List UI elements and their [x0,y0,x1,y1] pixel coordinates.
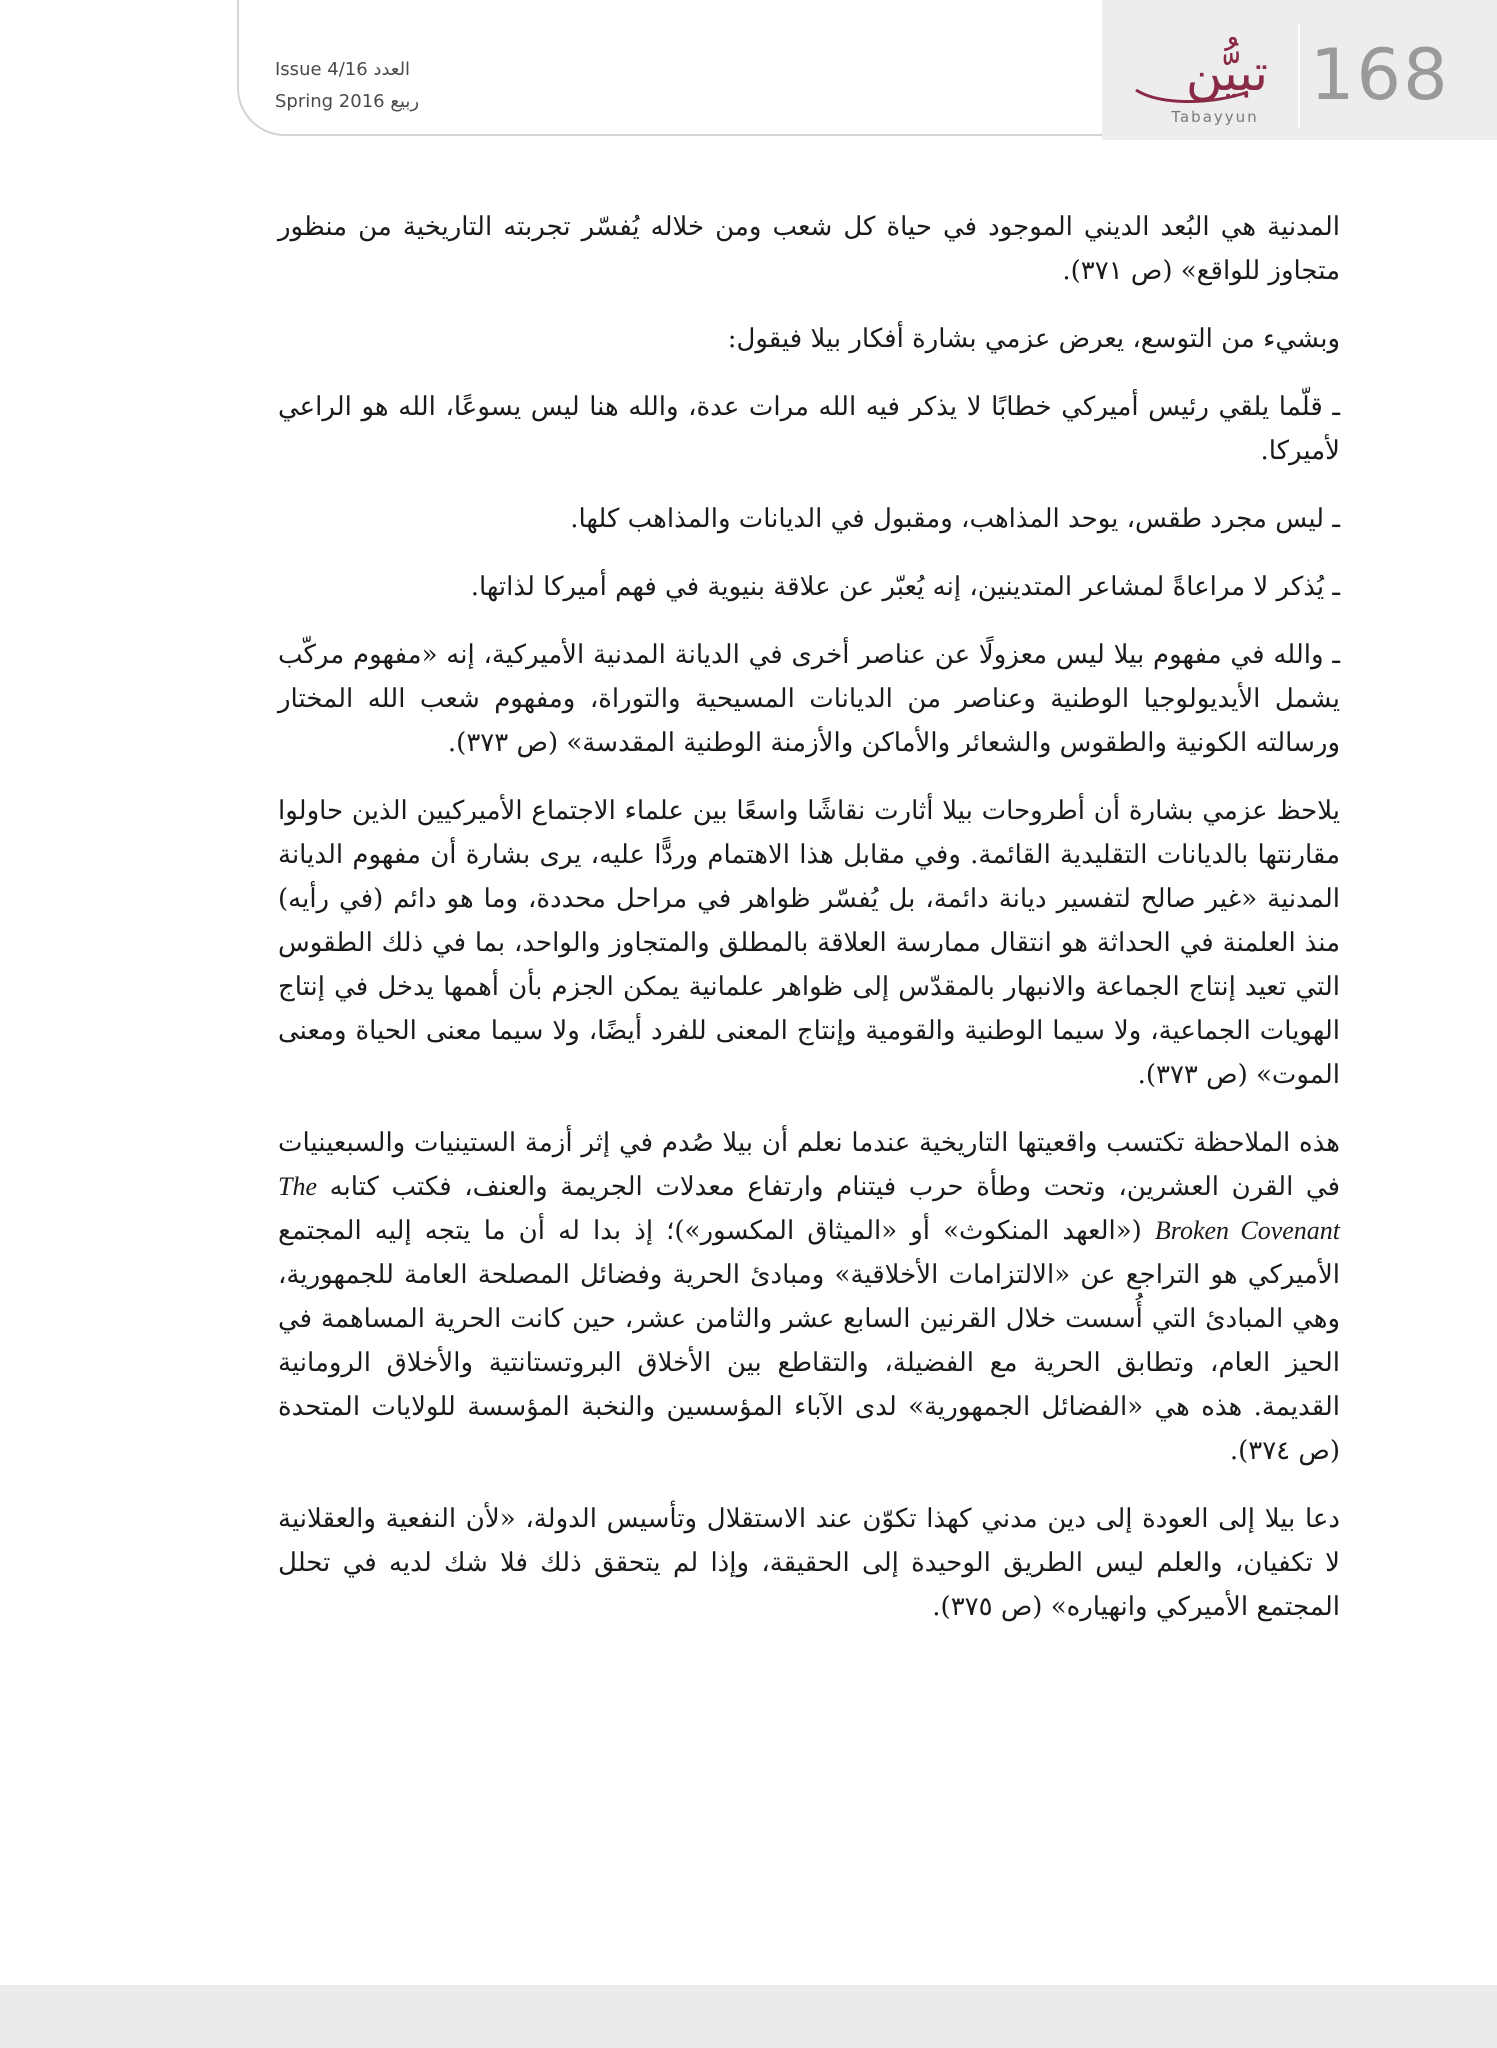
paragraph: يلاحظ عزمي بشارة أن أطروحات بيلا أثارت نقاشًا واسعًا بين علماء الاجتماع الأميركيين الذين حاولوا مقارنتها بالديانات التقليدية القائمة. وفي مقابل هذا الاهتمام وردًّا عليه، يرى بشارة أن مفهوم الديانة المدنية «غير صالح لتفسير ديانة دائمة، بل يُفسّر ظواهر في مراحل محددة، وما هو دائم (في رأيه) منذ العلمنة في الحداثة هو انتقال ممارسة العلاقة بالمطلق والمتجاوز والواحد، بما في ذلك الطقوس التي تعيد إنتاج الجماعة والانبهار بالمقدّس إلى ظواهر علمانية يمكن الجزم بأن أهمها يدخل في إنتاج الهويات الجماعية، ولا سيما الوطنية والقومية وإنتاج المعنى للفرد أيضًا، ولا سيما معنى الحياة ومعنى الموت» (ص ٣٧٣). [278,796,1340,1090]
footer-bar [0,1985,1497,2048]
logo-latin-text: Tabayyun [1171,108,1259,126]
season-line: Spring 2016 ربيع [275,91,420,112]
article-body [278,205,1340,1653]
paragraph: المدنية هي البُعد الديني الموجود في حياة كل شعب ومن خلاله يُفسّر تجربته التاريخية من منظور متجاوز للواقع» (ص ٣٧١). [278,212,1340,286]
book-title: The Broken Covenant [278,1172,1341,1245]
bullet-paragraph: ـ ليس مجرد طقس، يوحد المذاهب، ومقبول في الديانات والمذاهب كلها. [570,504,1340,534]
paragraph: دعا بيلا إلى العودة إلى دين مدني كهذا تكوّن عند الاستقلال وتأسيس الدولة، «لأن النفعية والعقلانية لا تكفيان، والعلم ليس الطريق الوحيدة إلى الحقيقة، وإذا لم يتحقق ذلك فلا شك لديه في تحلل المجتمع الأميركي وانهياره» (ص ٣٧٥). [278,1504,1340,1622]
text-segment: هذه الملاحظة تكتسب واقعيتها التاريخية عندما نعلم أن بيلا صُدم في إثر أزمة الستينيات والسبعينيات في القرن العشرين، وتحت وطأة حرب فيتنام وارتفاع معدلات الجريمة والعنف، فكتب كتابه [278,1128,1341,1202]
logo-arabic-text: تبيُّن [1185,44,1268,102]
bullet-paragraph: ـ يُذكر لا مراعاةً لمشاعر المتدينين، إنه يُعبّر عن علاقة بنيوية في فهم أميركا لذاتها. [470,572,1340,602]
bullet-paragraph: ـ والله في مفهوم بيلا ليس معزولًا عن عناصر أخرى في الديانة المدنية الأميركية، إنه «مفهوم مركّب يشمل الأيديولوجيا الوطنية وعناصر من الديانات المسيحية والتوراة، ومفهوم شعب الله المختار ورسالته الكونية والطقوس والشعائر والأماكن والأزمنة الوطنية المقدسة» (ص ٣٧٣). [278,640,1340,758]
issue-line: Issue 4/16 العدد [275,59,411,80]
text-segment: («العهد المنكوث» أو «الميثاق المكسور»)؛ إذ بدا له أن ما يتجه إليه المجتمع الأميركي هو التراجع عن «الالتزامات الأخلاقية» ومبادئ الحرية وفضائل المصلحة العامة للجمهورية، وهي المبادئ التي أُسست خلال القرنين السابع عشر والثامن عشر، حين كانت الحرية المساهمة في الحيز العام، وتطابق الحرية مع الفضيلة، والتقاطع بين الأخلاق البروتستانتية والأخلاق الرومانية القديمة. هذه هي «الفضائل الجمهورية» لدى الآباء المؤسسين والنخبة المؤسسة للولايات المتحدة (ص ٣٧٤). [278,1216,1340,1466]
paragraph-with-book-title [278,1121,1340,1473]
header-divider [1298,24,1300,128]
paragraph: وبشيء من التوسع، يعرض عزمي بشارة أفكار بيلا فيقول: [727,324,1340,354]
page-number: 168 [1310,34,1450,116]
bullet-paragraph: ـ قلّما يلقي رئيس أميركي خطابًا لا يذكر فيه الله مرات عدة، والله هنا ليس يسوعًا، الله هو الراعي لأميركا. [278,392,1340,466]
issue-info [275,54,419,118]
